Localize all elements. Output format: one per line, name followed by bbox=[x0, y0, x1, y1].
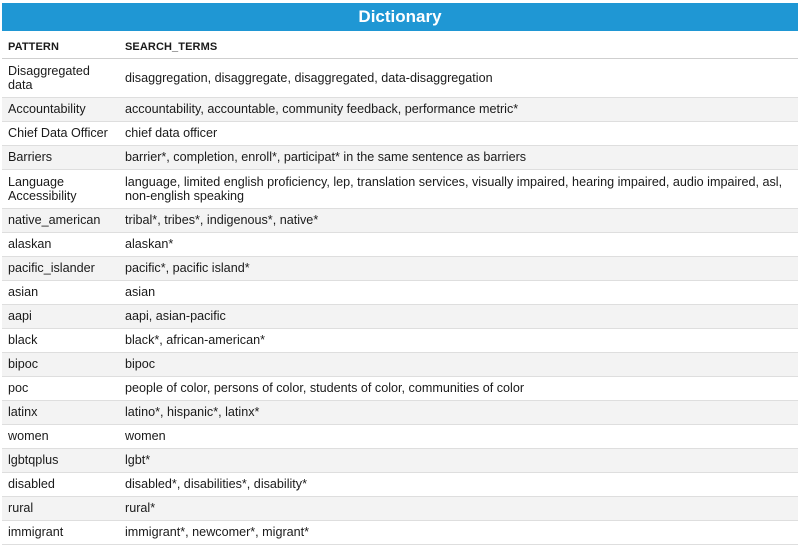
table-row bbox=[2, 497, 798, 521]
pattern-cell: native_american bbox=[2, 209, 119, 233]
table-row bbox=[2, 59, 798, 98]
table-row bbox=[2, 377, 798, 401]
search-terms-cell: people of color, persons of color, students of color, communities of color bbox=[119, 377, 798, 401]
search-terms-cell: latino*, hispanic*, latinx* bbox=[119, 401, 798, 425]
column-header-search-terms: SEARCH_TERMS bbox=[119, 35, 798, 59]
pattern-cell: women bbox=[2, 425, 119, 449]
pattern-cell: black bbox=[2, 329, 119, 353]
header-row bbox=[2, 35, 798, 59]
pattern-cell: Disaggregated data bbox=[2, 59, 119, 98]
table-row bbox=[2, 122, 798, 146]
search-terms-cell: alaskan* bbox=[119, 233, 798, 257]
table-row bbox=[2, 353, 798, 377]
pattern-cell: Chief Data Officer bbox=[2, 122, 119, 146]
table-row bbox=[2, 98, 798, 122]
search-terms-cell: asian bbox=[119, 281, 798, 305]
dictionary-table bbox=[2, 35, 798, 545]
pattern-cell: aapi bbox=[2, 305, 119, 329]
pattern-cell: bipoc bbox=[2, 353, 119, 377]
pattern-cell: Barriers bbox=[2, 146, 119, 170]
search-terms-cell: lgbt* bbox=[119, 449, 798, 473]
search-terms-cell: disaggregation, disaggregate, disaggregated, data-disaggregation bbox=[119, 59, 798, 98]
table-row bbox=[2, 233, 798, 257]
pattern-cell: asian bbox=[2, 281, 119, 305]
search-terms-cell: aapi, asian-pacific bbox=[119, 305, 798, 329]
table-title: Dictionary bbox=[2, 3, 798, 31]
pattern-cell: latinx bbox=[2, 401, 119, 425]
table-row bbox=[2, 449, 798, 473]
search-terms-cell: disabled*, disabilities*, disability* bbox=[119, 473, 798, 497]
search-terms-cell: women bbox=[119, 425, 798, 449]
pattern-cell: poc bbox=[2, 377, 119, 401]
search-terms-cell: pacific*, pacific island* bbox=[119, 257, 798, 281]
search-terms-cell: bipoc bbox=[119, 353, 798, 377]
search-terms-cell: accountability, accountable, community feedback, performance metric* bbox=[119, 98, 798, 122]
pattern-cell: Accountability bbox=[2, 98, 119, 122]
search-terms-cell: black*, african-american* bbox=[119, 329, 798, 353]
pattern-cell: disabled bbox=[2, 473, 119, 497]
search-terms-cell: rural* bbox=[119, 497, 798, 521]
pattern-cell: lgbtqplus bbox=[2, 449, 119, 473]
table-row bbox=[2, 209, 798, 233]
pattern-cell: immigrant bbox=[2, 521, 119, 545]
table-row bbox=[2, 281, 798, 305]
search-terms-cell: tribal*, tribes*, indigenous*, native* bbox=[119, 209, 798, 233]
pattern-cell: rural bbox=[2, 497, 119, 521]
search-terms-cell: chief data officer bbox=[119, 122, 798, 146]
table-row bbox=[2, 329, 798, 353]
table-row bbox=[2, 401, 798, 425]
table-row bbox=[2, 146, 798, 170]
table-row bbox=[2, 257, 798, 281]
table-row bbox=[2, 305, 798, 329]
search-terms-cell: barrier*, completion, enroll*, participat* in the same sentence as barriers bbox=[119, 146, 798, 170]
pattern-cell: alaskan bbox=[2, 233, 119, 257]
search-terms-cell: immigrant*, newcomer*, migrant* bbox=[119, 521, 798, 545]
search-terms-cell: language, limited english proficiency, lep, translation services, visually impaired, hearing impaired, audio impaired, asl, non-english speaking bbox=[119, 170, 798, 209]
column-header-pattern: PATTERN bbox=[2, 35, 119, 59]
table-row bbox=[2, 170, 798, 209]
pattern-cell: pacific_islander bbox=[2, 257, 119, 281]
table-row bbox=[2, 521, 798, 545]
table-row bbox=[2, 425, 798, 449]
pattern-cell: Language Accessibility bbox=[2, 170, 119, 209]
table-row bbox=[2, 473, 798, 497]
